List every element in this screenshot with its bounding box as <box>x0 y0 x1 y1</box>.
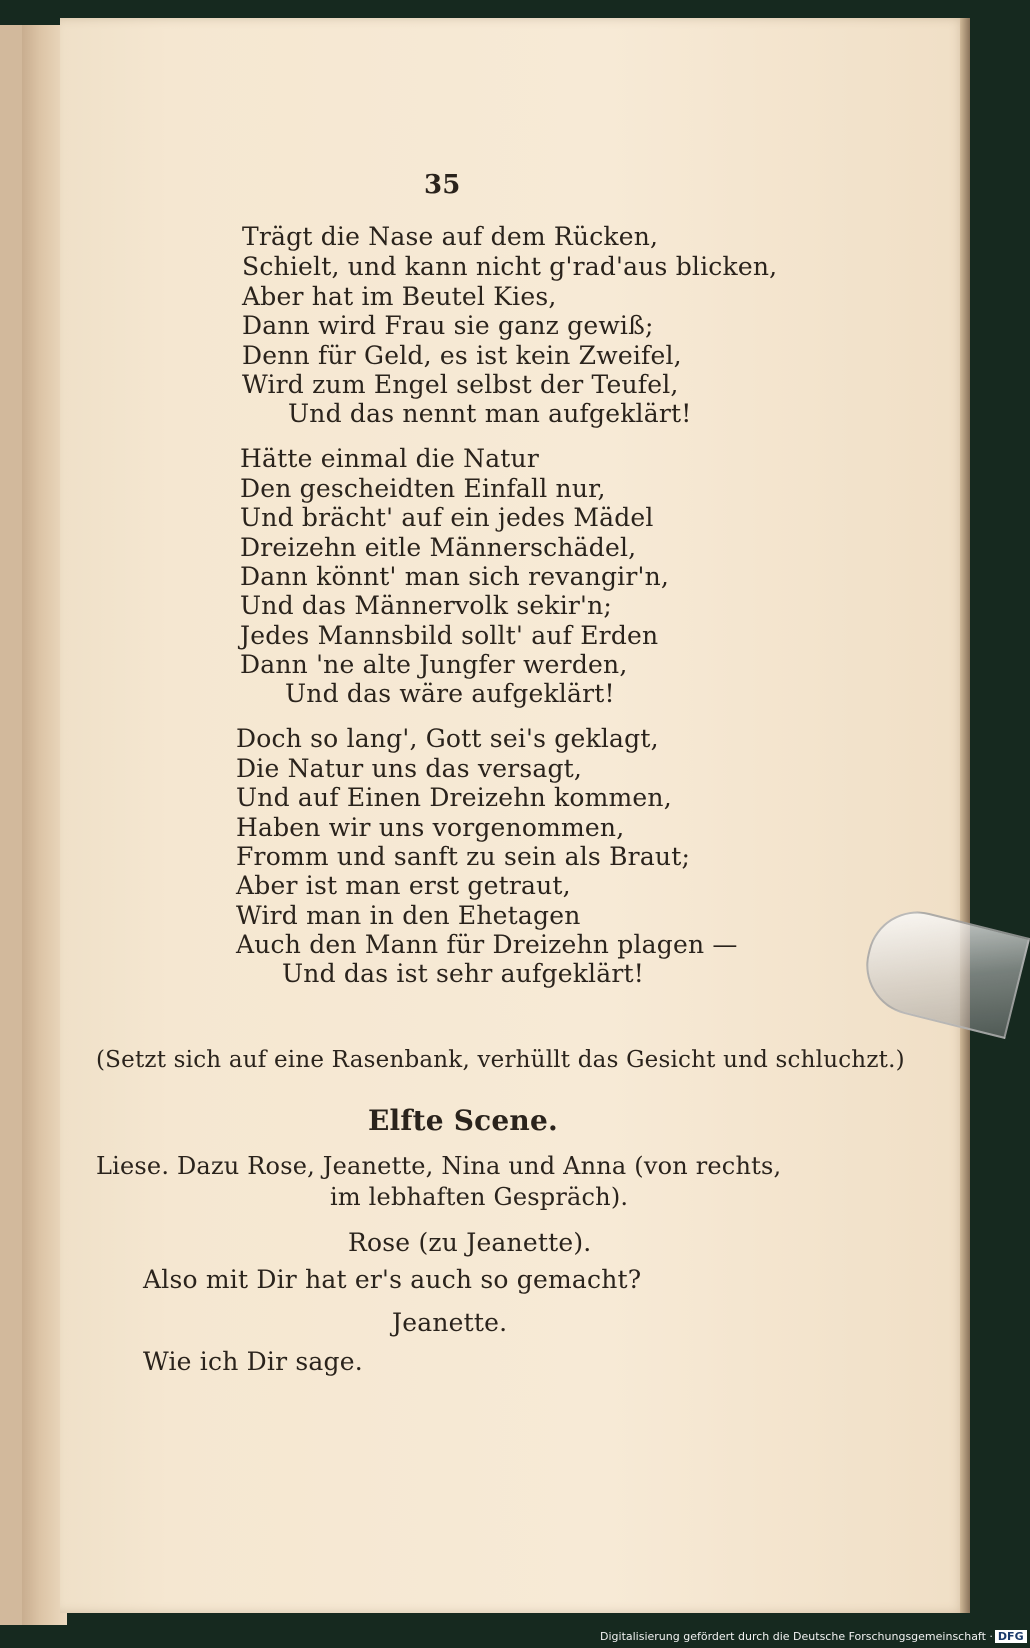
verse-line: Schielt, und kann nicht g'rad'aus blicken, <box>242 252 778 281</box>
verse-line: Und auf Einen Dreizehn kommen, <box>236 783 672 812</box>
footer-text: Digitalisierung gefördert durch die Deutsche Forschungsgemeinschaft · <box>600 1630 993 1643</box>
verse-line: Trägt die Nase auf dem Rücken, <box>242 222 659 251</box>
verse-line: Und das Männervolk sekir'n; <box>240 591 613 620</box>
stage-direction: (Setzt sich auf eine Rasenbank, verhüllt das Gesicht und schluchzt.) <box>96 1047 905 1073</box>
cast-line: im lebhaften Gespräch). <box>330 1183 629 1211</box>
dialogue-line: Wie ich Dir sage. <box>143 1347 363 1376</box>
verse-line: Aber hat im Beutel Kies, <box>242 282 557 311</box>
page-right-edge <box>960 18 970 1613</box>
refrain-line: Und das nennt man aufgeklärt! <box>288 399 692 428</box>
speaker-name: Rose (zu Jeanette). <box>348 1228 592 1257</box>
page-number: 35 <box>424 170 461 200</box>
verse-line: Haben wir uns vorgenommen, <box>236 813 625 842</box>
speaker-name: Jeanette. <box>392 1308 508 1337</box>
verse-line: Jedes Mannsbild sollt' auf Erden <box>240 621 659 650</box>
verse-line: Dann 'ne alte Jungfer werden, <box>240 650 628 679</box>
dfg-logo: DFG <box>995 1630 1027 1643</box>
verse-line: Dann könnt' man sich revangir'n, <box>240 562 670 591</box>
footer-credit <box>600 1630 1027 1648</box>
verse-line: Aber ist man erst getraut, <box>236 871 571 900</box>
refrain-line: Und das wäre aufgeklärt! <box>285 679 615 708</box>
verse-line: Denn für Geld, es ist kein Zweifel, <box>242 341 682 370</box>
verse-line: Wird man in den Ehetagen <box>236 901 581 930</box>
cast-line: Liese. Dazu Rose, Jeanette, Nina und Anna (von rechts, <box>96 1152 782 1180</box>
verse-line: Auch den Mann für Dreizehn plagen — <box>236 930 738 959</box>
verse-line: Dreizehn eitle Männerschädel, <box>240 533 637 562</box>
verse-line: Die Natur uns das versagt, <box>236 754 583 783</box>
verse-line: Und brächt' auf ein jedes Mädel <box>240 503 654 532</box>
verse-line: Hätte einmal die Natur <box>240 444 540 473</box>
verse-line: Doch so lang', Gott sei's geklagt, <box>236 724 659 753</box>
verse-line: Fromm und sanft zu sein als Braut; <box>236 842 691 871</box>
scene-heading: Elfte Scene. <box>368 1104 558 1137</box>
verse-line: Den gescheidten Einfall nur, <box>240 474 606 503</box>
refrain-line: Und das ist sehr aufgeklärt! <box>282 959 644 988</box>
dialogue-line: Also mit Dir hat er's auch so gemacht? <box>143 1265 642 1294</box>
verse-line: Dann wird Frau sie ganz gewiß; <box>242 311 654 340</box>
verse-line: Wird zum Engel selbst der Teufel, <box>242 370 679 399</box>
